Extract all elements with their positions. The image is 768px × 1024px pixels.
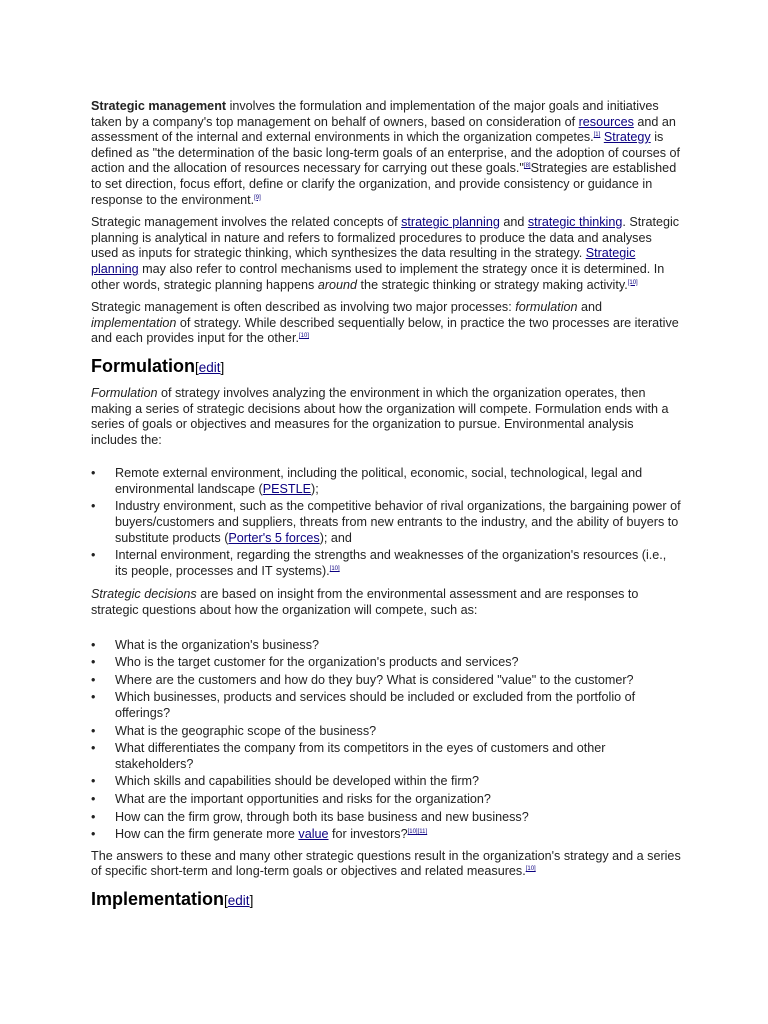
question-text: How can the firm grow, through both its base business and new business? xyxy=(115,809,529,824)
citation-link[interactable]: [9] xyxy=(254,194,261,201)
formulation-paragraph-2 xyxy=(91,587,682,618)
citation-ref[interactable] xyxy=(299,333,309,339)
bracket: [ xyxy=(224,892,228,908)
text: is defined as "the determination of the basic long-term goals of an enterprise, and the adoption of courses of action and the allocation of resources necessary for carrying out these goals." xyxy=(91,130,681,176)
heading-text: Implementation xyxy=(91,888,225,909)
text: of strategy. While described sequentially below, in practice the two processes are iterative and each provides input for the other. xyxy=(91,315,679,346)
citation-ref[interactable] xyxy=(408,829,428,835)
bullet: • xyxy=(91,637,96,652)
edit-link-formulation[interactable]: edit xyxy=(198,359,221,375)
list-item xyxy=(91,724,682,740)
bullet: • xyxy=(91,655,96,670)
environment-analysis-list xyxy=(91,466,682,579)
bullet: • xyxy=(91,499,96,514)
list-item xyxy=(91,690,682,721)
section-heading-implementation xyxy=(91,887,682,913)
text: Strategic management is often described as involving two major processes: xyxy=(91,300,516,315)
emphasis: Strategic decisions xyxy=(91,587,197,602)
bullet: • xyxy=(91,809,96,824)
citation-ref[interactable] xyxy=(628,280,638,286)
link-strategic-planning[interactable]: strategic planning xyxy=(401,215,500,230)
question-text: for investors? xyxy=(328,827,408,842)
question-text: What is the geographic scope of the business? xyxy=(115,723,377,738)
bullet: • xyxy=(91,723,96,738)
section-heading-formulation xyxy=(91,354,682,380)
emphasis: around xyxy=(317,277,358,292)
question-text: Which skills and capabilities should be developed within the firm? xyxy=(115,774,480,789)
question-text: Where are the customers and how do they buy? What is considered "value" to the customer? xyxy=(115,672,634,687)
link-pestle[interactable]: PESTLE xyxy=(262,481,312,496)
list-item xyxy=(91,638,682,654)
citation-link[interactable]: [11] xyxy=(417,829,428,836)
link-strategic-thinking[interactable]: strategic thinking xyxy=(527,215,623,230)
bullet: • xyxy=(91,774,96,789)
text: ); xyxy=(311,481,319,496)
text: of strategy involves analyzing the environment in which the organization operates, then making a series of strategic decisions about how the organization will compete. Formulation ends with a series of goals or objectives and measures for the organization to pursue. Environmental analysis includes the: xyxy=(91,385,669,447)
link-porters-5-forces[interactable]: Porter's 5 forces xyxy=(228,530,320,545)
text: Strategies are established to set direction, focus effort, define or clarify the organization, and provide consistency or guidance in response to the environment. xyxy=(91,161,677,207)
text: Strategic management involves the related concepts of xyxy=(91,215,402,230)
question-text: What differentiates the company from its competitors in the eyes of customers and other stakeholders? xyxy=(115,741,606,771)
citation-link[interactable]: [8] xyxy=(523,163,531,170)
text: involves the formulation and implementation of the major goals and initiatives taken by a company's top management on behalf of owners, based on consideration of xyxy=(91,99,659,129)
list-item xyxy=(91,548,682,579)
citation-link[interactable]: [10] xyxy=(627,279,638,286)
text: are based on insight from the environmental assessment and are responses to strategic questions about how the organization will compete, such as: xyxy=(91,587,639,618)
bullet: • xyxy=(91,466,96,481)
list-item xyxy=(91,466,682,497)
citation-link[interactable]: [1] xyxy=(593,132,601,139)
text: Internal environment, regarding the strengths and weaknesses of the organization's resources (i.e., its people, processes and IT systems). xyxy=(115,548,667,578)
term-strategic-management: Strategic management xyxy=(91,99,227,113)
intro-paragraph-3 xyxy=(91,300,682,347)
formulation-paragraph-3 xyxy=(91,849,682,880)
strategic-questions-list xyxy=(91,638,682,843)
emphasis: formulation xyxy=(515,300,578,315)
question-text: Who is the target customer for the organization's products and services? xyxy=(115,655,519,670)
formulation-paragraph-1 xyxy=(91,386,682,448)
bracket: [ xyxy=(195,359,199,375)
text: may also refer to control mechanisms used to implement the strategy once it is determined. In other words, strategic planning happens xyxy=(91,261,665,292)
link-strategy[interactable]: Strategy xyxy=(603,130,651,145)
bullet: • xyxy=(91,690,96,705)
list-item xyxy=(91,499,682,546)
bullet: • xyxy=(91,741,96,756)
text: Remote external environment, including the political, economic, social, technological, legal and environmental landscape ( xyxy=(115,466,643,496)
question-text: What are the important opportunities and risks for the organization? xyxy=(115,791,491,806)
bracket: ] xyxy=(220,359,225,375)
link-strategic-planning-2[interactable]: Strategic planning xyxy=(91,246,636,276)
list-item xyxy=(91,655,682,671)
list-item xyxy=(91,673,682,689)
list-item xyxy=(91,792,682,808)
citation-ref[interactable] xyxy=(254,195,261,201)
text: Industry environment, such as the competitive behavior of rival organizations, the bargaining power of buyers/customers and suppliers, threats from new entrants to the industry, and the ability of buyers to substitute products ( xyxy=(115,499,681,545)
emphasis: Formulation xyxy=(91,385,158,400)
citation-ref[interactable] xyxy=(526,866,536,872)
list-item xyxy=(91,774,682,790)
edit-section xyxy=(224,893,253,908)
edit-section xyxy=(195,360,224,375)
text: and xyxy=(577,300,603,315)
citation-link[interactable]: [10] xyxy=(329,565,340,572)
text: the strategic thinking or strategy making activity. xyxy=(357,277,628,292)
bullet: • xyxy=(91,827,96,842)
text: and an assessment of the internal and external environments in which the organization competes. xyxy=(91,114,676,145)
edit-link-implementation[interactable]: edit xyxy=(227,892,250,908)
intro-paragraph-1 xyxy=(91,99,682,208)
citation-link[interactable]: [10] xyxy=(407,829,418,836)
text: . Strategic planning is analytical in nature and refers to formalized procedures to produce the data and analyses used as inputs for strategic thinking, which synthesizes the data resulting in the strategy. xyxy=(91,215,680,261)
bracket: ] xyxy=(249,892,254,908)
text: and xyxy=(499,215,528,230)
citation-link[interactable]: [10] xyxy=(525,866,536,873)
link-value[interactable]: value xyxy=(298,827,329,842)
text: The answers to these and many other strategic questions result in the organization's strategy and a series of specific short-term and long-term goals or objectives and related measures. xyxy=(91,848,681,879)
bullet: • xyxy=(91,548,96,563)
list-item xyxy=(91,810,682,826)
emphasis: implementation xyxy=(91,315,177,330)
bullet: • xyxy=(91,791,96,806)
question-text: Which businesses, products and services should be included or excluded from the portfolio of offerings? xyxy=(115,690,636,720)
question-text: How can the firm generate more xyxy=(115,827,299,842)
bullet: • xyxy=(91,672,96,687)
link-resources[interactable]: resources xyxy=(578,114,634,129)
citation-ref[interactable] xyxy=(330,566,340,572)
list-item xyxy=(91,741,682,772)
citation-link[interactable]: [10] xyxy=(298,333,309,340)
text: ); and xyxy=(319,530,352,545)
citation-ref[interactable] xyxy=(524,163,531,169)
heading-text: Formulation xyxy=(91,355,195,376)
intro-paragraph-2 xyxy=(91,215,682,293)
list-item xyxy=(91,827,682,843)
question-text: What is the organization's business? xyxy=(115,637,320,652)
